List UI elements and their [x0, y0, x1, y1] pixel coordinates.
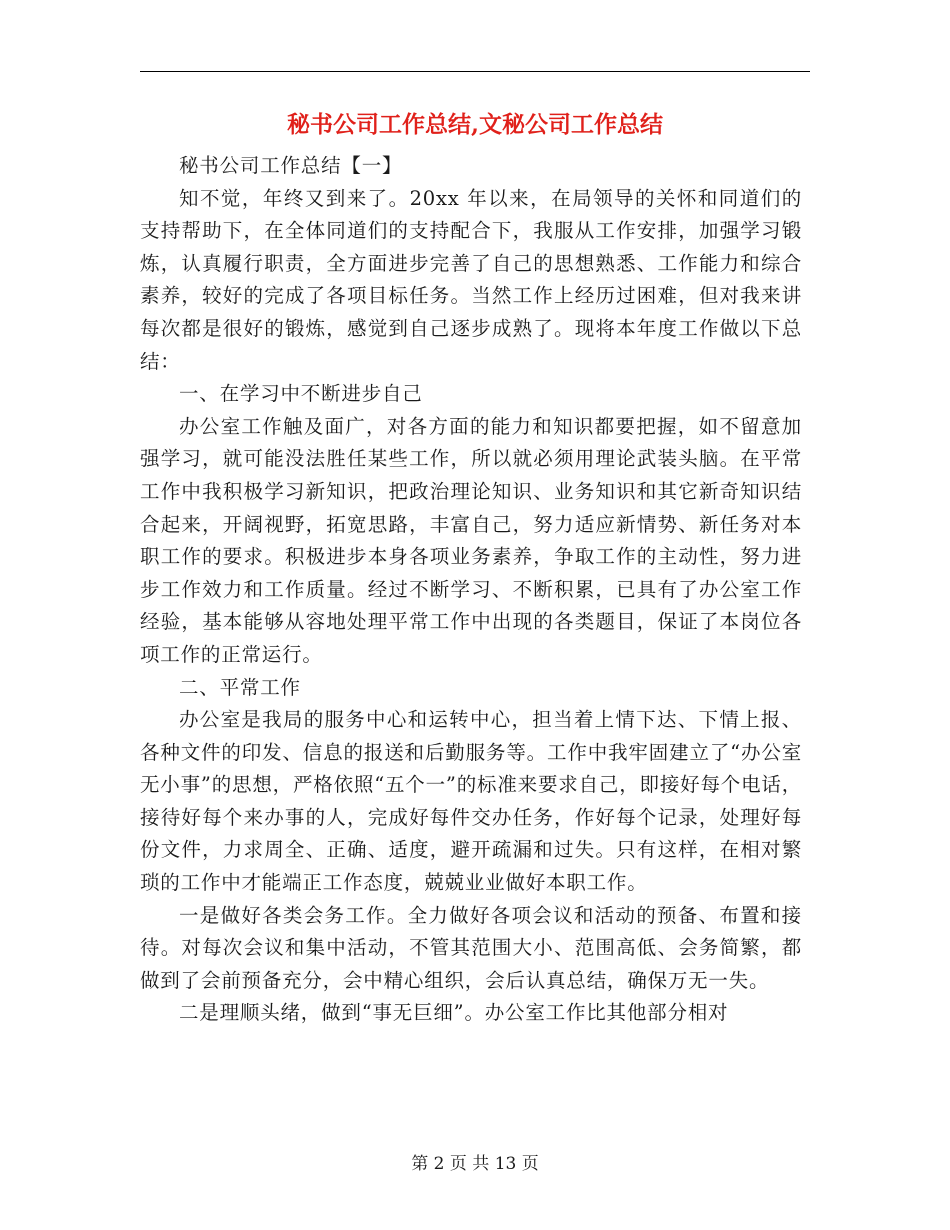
document-body	[140, 150, 802, 1030]
body-paragraph: 一是做好各类会务工作。全力做好各项会议和活动的预备、布置和接待。对每次会议和集中活动，不管其范围大小、范围高低、会务简繁，都做到了会前预备充分，会中精心组织，会后认真总结，确保万无一失。	[140, 903, 802, 992]
body-paragraph: 办公室是我局的服务中心和运转中心，担当着上情下达、下情上报、各种文件的印发、信息的报送和后勤服务等。工作中我牢固建立了“办公室无小事”的思想，严格依照“五个一”的标准来要求自己，即接好每个电话，接待好每个来办事的人，完成好每件交办任务，作好每个记录，处理好每份文件，力求周全、正确、适度，避开疏漏和过失。只有这样，在相对繁琐的工作中才能端正工作态度，兢兢业业做好本职工作。	[140, 708, 802, 895]
section-heading: 二、平常工作	[179, 675, 301, 699]
body-paragraph: 办公室工作触及面广，对各方面的能力和知识都要把握，如不留意加强学习，就可能没法胜任某些工作，所以就必须用理论武装头脑。在平常工作中我积极学习新知识，把政治理论知识、业务知识和其它新奇知识结合起来，开阔视野，拓宽思路，丰富自己，努力适应新情势、新任务对本职工作的要求。积极进步本身各项业务素养，争取工作的主动性，努力进步工作效力和工作质量。经过不断学习、不断积累，已具有了办公室工作经验，基本能够从容地处理平常工作中出现的各类题目，保证了本岗位各项工作的正常运行。	[140, 414, 802, 666]
header-rule	[140, 71, 810, 72]
body-paragraph: 二是理顺头绪，做到“事无巨细”。办公室工作比其他部分相对	[179, 1001, 729, 1025]
document-title: 秘书公司工作总结,文秘公司工作总结	[286, 111, 663, 138]
body-paragraph: 知不觉，年终又到来了。20xx 年以来，在局领导的关怀和同道们的支持帮助下，在全体同道们的支持配合下，我服从工作安排，加强学习锻炼，认真履行职责，全方面进步完善了自己的思想熟悉、工作能力和综合素养，较好的完成了各项目标任务。当然工作上经历过困难，但对我来讲每次都是很好的锻炼，感觉到自己逐步成熟了。现将本年度工作做以下总结：	[140, 186, 802, 373]
section-heading: 一、在学习中不断进步自己	[179, 382, 423, 406]
page-number-footer: 第 2 页 共 13 页	[411, 1154, 539, 1174]
section-heading: 秘书公司工作总结【一】	[179, 154, 403, 177]
